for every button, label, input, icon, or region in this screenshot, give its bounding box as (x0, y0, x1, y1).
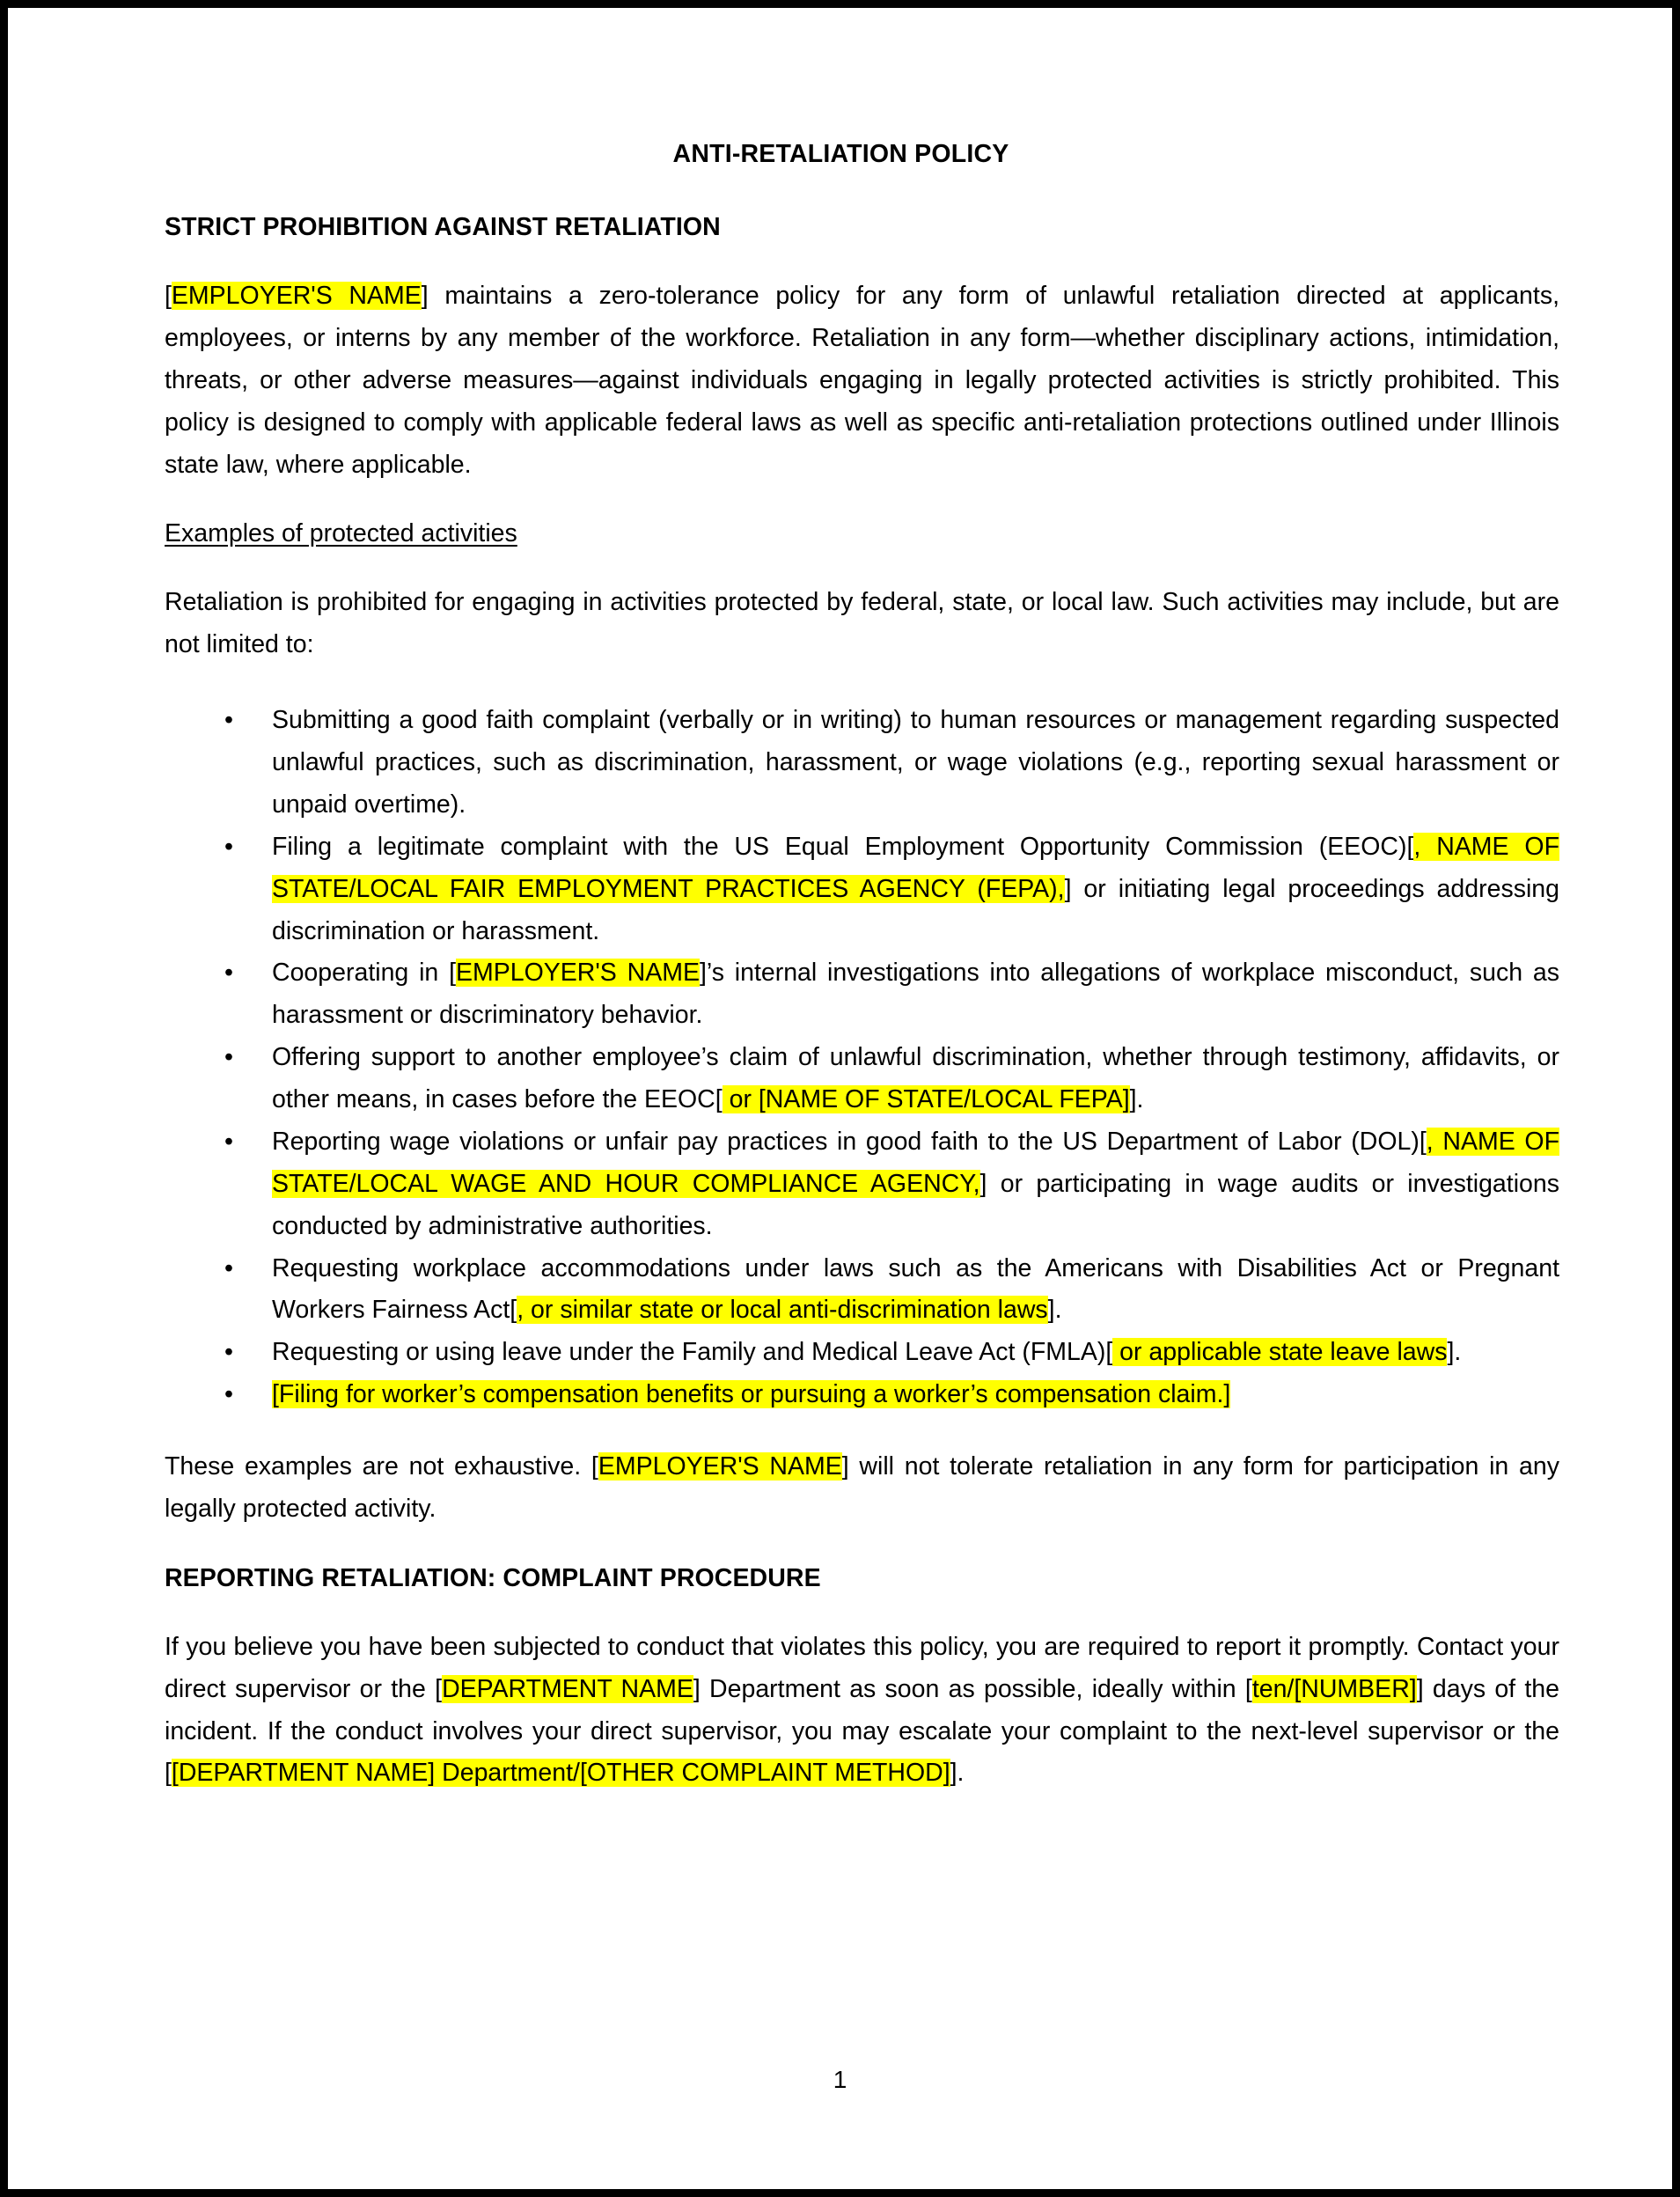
bullet-requesting-accommodations-segment-2: ]. (1047, 1296, 1062, 1325)
bullet-cooperating-investigations-segment-2: ]’s internal investigations into allegations of workplace misconduct, such as harassment or discriminatory behavior. (272, 959, 1559, 1030)
bullet-point-icon: • (224, 1127, 233, 1156)
bullet-fmla-leave-segment-0: Requesting or using leave under the Family and Medical Leave Act (FMLA)[ (272, 1338, 1113, 1367)
bullet-cooperating-investigations-segment-1-highlighted: EMPLOYER'S NAME (455, 959, 700, 988)
bullet-eeoc-fepa-complaint-segment-2: ] or initiating legal proceedings addressing discrimination or harassment. (272, 874, 1559, 945)
subheading-examples-of-protected-activities (165, 519, 1559, 548)
bullet-offering-support-segment-0: Offering support to another employee’s claim of unlawful discrimination, whether through testimony, affidavits, or other means, in cases before the EEOC[ (272, 1043, 1559, 1113)
bullet-workers-compensation (165, 1374, 1559, 1416)
bullet-workers-compensation-segment-0-highlighted: [Filing for worker’s compensation benefits or pursuing a worker’s compensation claim.] (272, 1380, 1231, 1409)
bullet-reporting-wage-violations-segment-1-highlighted: , NAME OF STATE/LOCAL WAGE AND HOUR COMPLIANCE AGENCY, (272, 1127, 1559, 1198)
paragraph-examples-not-exhaustive (165, 1446, 1559, 1531)
reporting-para-segment-6: ]. (950, 1759, 965, 1788)
bullet-point-icon: • (224, 1253, 233, 1282)
bullet-good-faith-complaint-text (272, 706, 1559, 819)
reporting-para-segment-0: If you believe you have been subjected to conduct that violates this policy, you are required to report it promptly. Contact your direct supervisor or the [ (165, 1632, 1559, 1703)
closing-para-segment-0: These examples are not exhaustive. [ (165, 1452, 598, 1481)
paragraph-zero-tolerance (165, 276, 1559, 486)
section-heading-strict-prohibition: STRICT PROHIBITION AGAINST RETALIATION (165, 213, 721, 241)
bullet-requesting-accommodations-segment-0: Requesting workplace accommodations under laws such as the Americans with Disabilities Act or Pregnant Workers Fairness Act[ (272, 1253, 1559, 1325)
bullet-point-icon: • (224, 706, 233, 735)
reporting-para-segment-4: ] days of the incident. If the conduct involves your direct supervisor, you may escalate your complaint to the next-level supervisor or the [ (165, 1674, 1559, 1788)
placeholder-employers-name: EMPLOYER'S NAME (171, 282, 422, 310)
bullet-fmla-leave-segment-1-highlighted: or applicable state leave laws (1112, 1338, 1448, 1367)
page-number: 1 (833, 2066, 847, 2093)
bullet-requesting-accommodations (165, 1248, 1559, 1333)
close-bracket: ] (421, 282, 429, 310)
bullet-workers-compensation-text (272, 1380, 1230, 1408)
bullet-fmla-leave-text (272, 1338, 1461, 1366)
bullet-reporting-wage-violations-segment-0: Reporting wage violations or unfair pay practices in good faith to the US Department of Labor (DOL)[ (272, 1127, 1427, 1156)
paragraph-complaint-procedure (165, 1627, 1559, 1796)
bullet-requesting-accommodations-segment-1-highlighted: , or similar state or local anti-discrimination laws (517, 1296, 1048, 1325)
bullet-good-faith-complaint (165, 700, 1559, 827)
bullet-fmla-leave-segment-2: ]. (1447, 1338, 1462, 1367)
bullet-offering-support (165, 1037, 1559, 1121)
closing-para-segment-1-highlighted: EMPLOYER'S NAME (598, 1452, 842, 1481)
paragraph-examples-intro: Retaliation is prohibited for engaging in activities protected by federal, state, or local law. Such activities may include, but are not limited to: (165, 588, 1559, 659)
bullet-cooperating-investigations-text (272, 959, 1559, 1029)
paragraph-zero-tolerance-text: maintains a zero-tolerance policy for any form of unlawful retaliation directed at applicants, employees, or interns by any member of the workforce. Retaliation in any form—whether disciplinary actions, intimidation, threats, or other adverse measures—against individuals engaging in legally protected activities is strictly prohibited. This policy is designed to comply with applicable federal laws as well as specific anti-retaliation protections outlined under Illinois state law, where applicable. (165, 282, 1559, 479)
protected-activities-list (165, 700, 1559, 1416)
bullet-eeoc-fepa-complaint-text (272, 833, 1559, 945)
reporting-para-segment-2: ] Department as soon as possible, ideally within [ (693, 1674, 1252, 1703)
bullet-point-icon: • (224, 959, 233, 988)
bullet-offering-support-segment-1-highlighted: or [NAME OF STATE/LOCAL FEPA] (722, 1085, 1130, 1113)
bullet-eeoc-fepa-complaint-segment-0: Filing a legitimate complaint with the US Equal Employment Opportunity Commission (EEOC)[ (272, 832, 1414, 861)
bullet-requesting-accommodations-text (272, 1254, 1559, 1325)
bullet-cooperating-investigations (165, 952, 1559, 1037)
bullet-eeoc-fepa-complaint-segment-1-highlighted: , NAME OF STATE/LOCAL FAIR EMPLOYMENT PRACTICES AGENCY (FEPA), (272, 832, 1559, 903)
closing-para-segment-2: ] will not tolerate retaliation in any form for participation in any legally protected activity. (165, 1452, 1559, 1523)
subheading-examples-label: Examples of protected activities (165, 519, 517, 548)
bullet-offering-support-text (272, 1043, 1559, 1113)
bullet-point-icon: • (224, 1380, 233, 1409)
bullet-point-icon: • (224, 1043, 233, 1072)
bullet-reporting-wage-violations (165, 1121, 1559, 1248)
bullet-eeoc-fepa-complaint (165, 827, 1559, 953)
bullet-point-icon: • (224, 1338, 233, 1367)
open-bracket: [ (165, 282, 172, 310)
reporting-para-segment-3-highlighted: ten/[NUMBER] (1251, 1674, 1417, 1703)
page-content (8, 8, 1672, 2189)
bullet-point-icon: • (224, 832, 233, 861)
bullet-offering-support-segment-2: ]. (1129, 1085, 1144, 1113)
reporting-para-segment-1-highlighted: DEPARTMENT NAME (442, 1674, 693, 1703)
section-heading-reporting-retaliation: REPORTING RETALIATION: COMPLAINT PROCEDURE (165, 1563, 821, 1592)
bullet-cooperating-investigations-segment-0: Cooperating in [ (272, 959, 456, 988)
bullet-reporting-wage-violations-text (272, 1128, 1559, 1240)
bullet-good-faith-complaint-segment-0: Submitting a good faith complaint (verbally or in writing) to human resources or management regarding suspected unlawful practices, such as discrimination, harassment, or wage violations (e.g., reporting sexual harassment or unpaid overtime). (272, 706, 1559, 819)
bullet-reporting-wage-violations-segment-2: ] or participating in wage audits or investigations conducted by administrative authorities. (272, 1169, 1559, 1240)
bullet-fmla-leave (165, 1332, 1559, 1374)
page-title: ANTI-RETALIATION POLICY (672, 140, 1009, 168)
reporting-para-segment-5-highlighted: [DEPARTMENT NAME] Department/[OTHER COMPLAINT METHOD] (171, 1759, 950, 1788)
